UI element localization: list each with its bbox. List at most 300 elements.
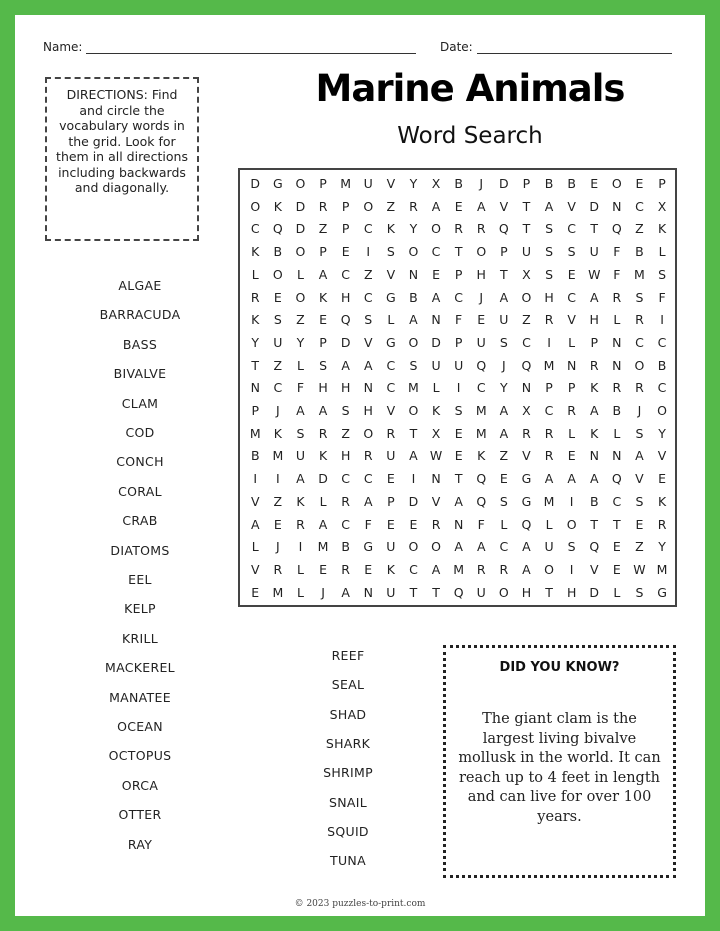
vocabulary-word: SEAL — [331, 677, 365, 693]
grid-letter: R — [363, 448, 373, 464]
grid-letter: M — [475, 425, 487, 441]
grid-letter: B — [544, 176, 554, 191]
grid-letter: L — [296, 266, 304, 282]
grid-letter: P — [251, 403, 260, 418]
grid-letter: Q — [476, 471, 487, 487]
grid-row — [240, 468, 675, 491]
grid-letter: R — [544, 312, 554, 328]
grid-letter: I — [366, 244, 371, 260]
grid-letter: F — [613, 244, 621, 260]
grid-letter: Z — [386, 198, 396, 214]
grid-letter: L — [613, 425, 621, 441]
grid-row — [240, 536, 675, 559]
grid-letter: V — [499, 198, 509, 214]
grid-row — [240, 264, 675, 287]
name-line — [86, 40, 416, 54]
grid-letter: H — [476, 266, 486, 282]
grid-letter: K — [296, 493, 305, 509]
grid-letter: M — [543, 493, 555, 509]
grid-letter: M — [656, 561, 668, 577]
letter-grid — [238, 168, 677, 607]
grid-letter: C — [341, 516, 350, 532]
vocabulary-word: REEF — [331, 648, 365, 663]
grid-letter: R — [250, 289, 260, 305]
grid-letter: S — [499, 334, 508, 350]
vocabulary-word: SHARK — [325, 735, 371, 751]
grid-letter: D — [589, 198, 600, 214]
grid-letter: E — [386, 471, 395, 487]
grid-letter: A — [522, 539, 531, 555]
grid-letter: M — [408, 380, 419, 396]
grid-letter: E — [454, 198, 463, 214]
vocabulary-word: MACKEREL — [105, 660, 175, 676]
grid-letter: O — [408, 334, 419, 350]
date-label: Date: — [440, 40, 473, 54]
grid-letter: M — [249, 425, 261, 441]
grid-letter: R — [657, 516, 667, 532]
grid-letter: D — [499, 176, 509, 191]
grid-letter: C — [567, 289, 576, 305]
grid-letter: L — [296, 584, 304, 600]
grid-letter: E — [409, 516, 418, 532]
grid-letter: E — [319, 561, 327, 577]
grid-letter: E — [273, 516, 282, 532]
grid-letter: R — [409, 198, 418, 214]
grid-letter: S — [364, 312, 373, 328]
grid-letter: D — [431, 334, 441, 350]
grid-letter: E — [273, 289, 282, 305]
grid-letter: Q — [272, 221, 283, 237]
grid-letter: Q — [476, 357, 487, 373]
grid-letter: H — [589, 312, 599, 328]
grid-letter: U — [386, 539, 396, 555]
grid-letter: B — [657, 357, 667, 373]
grid-letter: U — [476, 334, 486, 350]
grid-letter: H — [340, 380, 351, 396]
grid-letter: X — [522, 266, 531, 282]
grid-letter: L — [251, 266, 259, 282]
grid-letter: F — [296, 380, 305, 396]
grid-letter: R — [635, 380, 644, 396]
grid-letter: A — [454, 493, 463, 509]
grid-letter: K — [386, 221, 395, 237]
grid-letter: R — [386, 425, 396, 441]
grid-letter: P — [341, 221, 350, 237]
grid-letter: N — [589, 448, 599, 464]
grid-letter: E — [612, 539, 621, 555]
grid-letter: O — [476, 244, 487, 260]
grid-letter: E — [612, 561, 621, 577]
grid-letter: U — [386, 448, 396, 464]
grid-letter: N — [612, 198, 622, 214]
grid-letter: Y — [409, 176, 418, 191]
grid-letter: P — [319, 176, 327, 191]
grid-letter: K — [318, 289, 328, 305]
grid-letter: K — [477, 448, 486, 464]
grid-letter: D — [318, 471, 328, 487]
grid-letter: M — [543, 357, 555, 373]
grid-letter: X — [657, 198, 667, 214]
grid-letter: V — [250, 493, 260, 509]
grid-letter: J — [479, 289, 484, 305]
grid-letter: C — [454, 289, 463, 305]
vocabulary-word: ALGAE — [118, 278, 162, 293]
grid-letter: A — [431, 198, 441, 214]
grid-letter: L — [545, 516, 553, 532]
grid-letter: P — [319, 334, 327, 350]
grid-letter: F — [477, 516, 485, 532]
grid-letter: R — [318, 425, 328, 441]
grid-letter: L — [387, 312, 395, 328]
grid-letter: U — [499, 312, 509, 328]
grid-letter: I — [253, 471, 258, 487]
grid-letter: C — [657, 380, 667, 396]
grid-letter: U — [363, 176, 373, 191]
grid-letter: X — [431, 176, 441, 191]
vocabulary-word: CORAL — [118, 483, 162, 499]
grid-letter: D — [408, 493, 419, 509]
grid-letter: V — [386, 266, 396, 282]
grid-letter: W — [633, 561, 646, 577]
grid-letter: T — [613, 516, 621, 532]
grid-letter: C — [567, 221, 576, 237]
grid-letter: Q — [611, 221, 622, 237]
grid-letter: Z — [635, 539, 644, 555]
grid-letter: T — [590, 221, 599, 237]
grid-row — [240, 332, 675, 355]
grid-letter: C — [431, 244, 441, 260]
grid-letter: O — [250, 198, 261, 214]
directions-box — [45, 77, 199, 241]
grid-letter: A — [296, 471, 305, 487]
grid-letter: B — [567, 176, 576, 191]
grid-letter: D — [295, 198, 306, 214]
grid-letter: O — [611, 176, 622, 191]
grid-letter: P — [500, 244, 508, 260]
grid-letter: A — [589, 471, 599, 487]
grid-letter: G — [521, 471, 532, 487]
grid-letter: H — [340, 289, 351, 305]
grid-letter: R — [612, 289, 622, 305]
grid-letter: A — [318, 516, 328, 532]
grid-row — [240, 218, 675, 241]
grid-letter: H — [521, 584, 532, 600]
vocabulary-word: CRAB — [122, 513, 158, 529]
grid-letter: P — [590, 334, 599, 350]
grid-letter: K — [273, 198, 282, 214]
grid-letter: B — [612, 403, 622, 418]
grid-letter: O — [295, 176, 306, 191]
grid-letter: R — [318, 198, 328, 214]
vocabulary-word: CLAM — [121, 395, 159, 411]
grid-letter: V — [635, 471, 644, 487]
grid-letter: R — [635, 312, 644, 328]
grid-letter: P — [454, 266, 463, 282]
grid-letter: U — [521, 244, 532, 260]
grid-letter: A — [431, 289, 441, 305]
grid-letter: F — [613, 266, 621, 282]
grid-letter: Y — [296, 334, 305, 350]
grid-letter: M — [272, 584, 284, 600]
grid-row — [240, 377, 675, 400]
grid-letter: S — [409, 357, 418, 373]
vocabulary-word: BIVALVE — [113, 366, 167, 382]
grid-letter: T — [590, 516, 599, 532]
grid-letter: H — [340, 448, 351, 464]
grid-letter: A — [454, 539, 463, 555]
grid-letter: V — [431, 493, 441, 509]
grid-letter: T — [251, 357, 260, 373]
grid-letter: D — [340, 334, 351, 350]
page-title: Marine Animals — [315, 67, 625, 110]
grid-letter: L — [296, 357, 304, 373]
grid-letter: A — [544, 471, 554, 487]
grid-letter: C — [341, 471, 350, 487]
grid-letter: R — [341, 561, 350, 577]
grid-letter: N — [453, 516, 464, 532]
grid-letter: N — [521, 380, 532, 396]
grid-row — [240, 582, 675, 605]
grid-letter: H — [566, 584, 577, 600]
grid-letter: T — [409, 584, 418, 600]
grid-letter: L — [251, 539, 259, 555]
grid-letter: S — [635, 425, 644, 441]
grid-letter: A — [476, 539, 486, 555]
grid-letter: N — [408, 266, 419, 282]
grid-row — [240, 355, 675, 378]
grid-letter: L — [319, 493, 327, 509]
worksheet — [15, 15, 705, 916]
grid-row — [240, 241, 675, 264]
grid-letter: A — [431, 561, 441, 577]
grid-letter: Q — [476, 493, 487, 509]
grid-letter: I — [411, 471, 416, 487]
grid-letter: Y — [658, 539, 666, 555]
grid-letter: H — [544, 289, 554, 305]
grid-letter: R — [544, 425, 554, 441]
grid-letter: W — [588, 266, 601, 282]
grid-letter: B — [341, 539, 350, 555]
grid-letter: S — [296, 425, 305, 441]
grid-letter: V — [250, 561, 260, 577]
grid-letter: X — [431, 425, 441, 441]
grid-letter: K — [273, 425, 282, 441]
grid-row — [240, 309, 675, 332]
grid-row — [240, 423, 675, 446]
grid-letter: V — [363, 334, 373, 350]
grid-letter: U — [476, 584, 486, 600]
grid-letter: L — [613, 312, 621, 328]
grid-letter: V — [386, 403, 396, 418]
grid-letter: L — [432, 380, 440, 396]
grid-letter: O — [544, 561, 554, 577]
grid-letter: P — [522, 176, 531, 191]
grid-letter: C — [544, 403, 554, 418]
grid-letter: V — [657, 448, 667, 464]
grid-letter: O — [634, 357, 645, 373]
grid-letter: O — [521, 289, 532, 305]
grid-letter: I — [276, 471, 280, 487]
grid-letter: S — [386, 244, 395, 260]
grid-letter: P — [454, 334, 463, 350]
grid-letter: E — [432, 266, 440, 282]
grid-letter: C — [341, 266, 350, 282]
grid-letter: I — [298, 539, 303, 555]
grid-letter: H — [318, 380, 328, 396]
grid-letter: Z — [296, 312, 305, 328]
grid-letter: G — [363, 539, 374, 555]
grid-letter: K — [657, 493, 667, 509]
grid-letter: O — [363, 198, 374, 214]
grid-letter: J — [321, 584, 325, 600]
grid-letter: O — [498, 584, 509, 600]
vocabulary-word: OCTOPUS — [108, 748, 172, 764]
grid-letter: U — [544, 539, 554, 555]
grid-letter: R — [544, 448, 554, 464]
grid-letter: W — [429, 448, 443, 464]
grid-letter: Q — [340, 312, 351, 328]
grid-letter: S — [273, 312, 282, 328]
grid-row — [240, 287, 675, 310]
vocabulary-word: ORCA — [121, 777, 159, 793]
grid-letter: L — [658, 244, 666, 260]
grid-letter: B — [635, 244, 644, 260]
directions-text: DIRECTIONS: Find and circle the vocabulary words in the grid. Look for them in all directions including backwards and diagonally. — [56, 87, 188, 195]
grid-letter: L — [296, 561, 304, 577]
grid-letter: S — [635, 584, 644, 600]
grid-letter: A — [499, 403, 509, 418]
grid-letter: K — [251, 244, 260, 260]
vocabulary-word: SQUID — [327, 823, 369, 839]
grid-letter: Z — [363, 266, 373, 282]
grid-letter: M — [317, 539, 329, 555]
grid-letter: U — [386, 584, 396, 600]
grid-row — [240, 445, 675, 468]
vocabulary-word: EEL — [128, 572, 152, 587]
grid-letter: N — [612, 448, 622, 464]
grid-letter: V — [522, 448, 531, 464]
grid-letter: Q — [521, 516, 532, 532]
grid-letter: E — [658, 471, 666, 487]
grid-letter: V — [386, 176, 396, 191]
grid-letter: B — [454, 176, 463, 191]
grid-letter: Y — [409, 221, 418, 237]
grid-letter: D — [295, 221, 306, 237]
grid-letter: O — [566, 516, 577, 532]
vocabulary-word: KELP — [124, 601, 156, 617]
grid-letter: O — [431, 539, 441, 555]
grid-letter: U — [589, 244, 599, 260]
grid-letter: Q — [589, 539, 600, 555]
grid-letter: E — [590, 176, 599, 191]
grid-letter: Q — [521, 357, 532, 373]
grid-letter: D — [250, 176, 261, 191]
grid-letter: J — [479, 176, 484, 191]
vocabulary-word: SHAD — [329, 706, 367, 722]
grid-letter: A — [589, 403, 599, 418]
grid-letter: L — [568, 425, 576, 441]
grid-letter: E — [319, 312, 327, 328]
grid-letter: Y — [251, 334, 260, 350]
grid-letter: I — [660, 312, 664, 328]
grid-letter: P — [341, 198, 350, 214]
grid-letter: C — [635, 334, 644, 350]
grid-letter: C — [612, 493, 622, 509]
grid-letter: R — [273, 561, 283, 577]
grid-letter: G — [657, 584, 667, 600]
grid-letter: A — [318, 403, 328, 418]
grid-letter: A — [341, 584, 350, 600]
vocabulary-word: OCEAN — [117, 719, 163, 734]
grid-letter: N — [612, 334, 622, 350]
grid-letter: V — [567, 198, 576, 214]
grid-letter: N — [612, 357, 622, 373]
copyright-footer: © 2023 puzzles-to-print.com — [294, 899, 426, 909]
grid-letter: Q — [453, 584, 464, 600]
grid-letter: R — [296, 516, 305, 532]
grid-letter: A — [544, 198, 554, 214]
vocabulary-word: OTTER — [118, 807, 162, 823]
grid-letter: N — [431, 312, 441, 328]
grid-letter: K — [590, 425, 599, 441]
grid-letter: S — [499, 493, 508, 509]
grid-letter: I — [547, 334, 551, 350]
grid-letter: P — [319, 244, 327, 260]
grid-letter: T — [545, 584, 553, 600]
grid-letter: I — [456, 380, 461, 396]
grid-letter: G — [521, 493, 532, 509]
grid-letter: Y — [500, 380, 508, 396]
grid-letter: Z — [318, 221, 328, 237]
grid-row — [240, 173, 675, 196]
did-you-know-title: DID YOU KNOW? — [499, 660, 620, 675]
grid-letter: L — [613, 584, 621, 600]
grid-letter: T — [500, 266, 508, 282]
grid-letter: G — [386, 334, 396, 350]
grid-letter: C — [250, 221, 260, 237]
grid-letter: A — [522, 561, 531, 577]
grid-letter: C — [363, 289, 373, 305]
grid-letter: K — [251, 312, 260, 328]
grid-letter: S — [567, 244, 576, 260]
grid-letter: E — [635, 176, 644, 191]
grid-letter: T — [409, 425, 418, 441]
grid-letter: C — [476, 380, 486, 396]
grid-letter: T — [454, 471, 463, 487]
grid-letter: E — [454, 448, 463, 464]
grid-letter: C — [386, 380, 396, 396]
grid-letter: G — [386, 289, 396, 305]
name-field — [43, 40, 416, 54]
grid-letter: C — [657, 334, 667, 350]
grid-letter: N — [250, 380, 260, 396]
grid-row — [240, 491, 675, 514]
grid-letter: I — [569, 561, 574, 577]
grid-letter: E — [567, 266, 576, 282]
grid-letter: C — [363, 221, 373, 237]
grid-letter: J — [637, 403, 642, 418]
did-you-know-text: The giant clam is the largest living bivalve mollusk in the world. It can reach up to 4 feet in length and can live for over 100 years. — [458, 711, 661, 825]
grid-letter: E — [454, 425, 463, 441]
grid-letter: Q — [611, 471, 622, 487]
grid-letter: K — [590, 380, 599, 396]
grid-letter: R — [454, 221, 463, 237]
grid-letter: B — [589, 493, 599, 509]
grid-letter: N — [363, 380, 373, 396]
grid-letter: A — [318, 266, 328, 282]
vocabulary-word: SHRIMP — [323, 765, 373, 781]
grid-letter: U — [295, 448, 306, 464]
